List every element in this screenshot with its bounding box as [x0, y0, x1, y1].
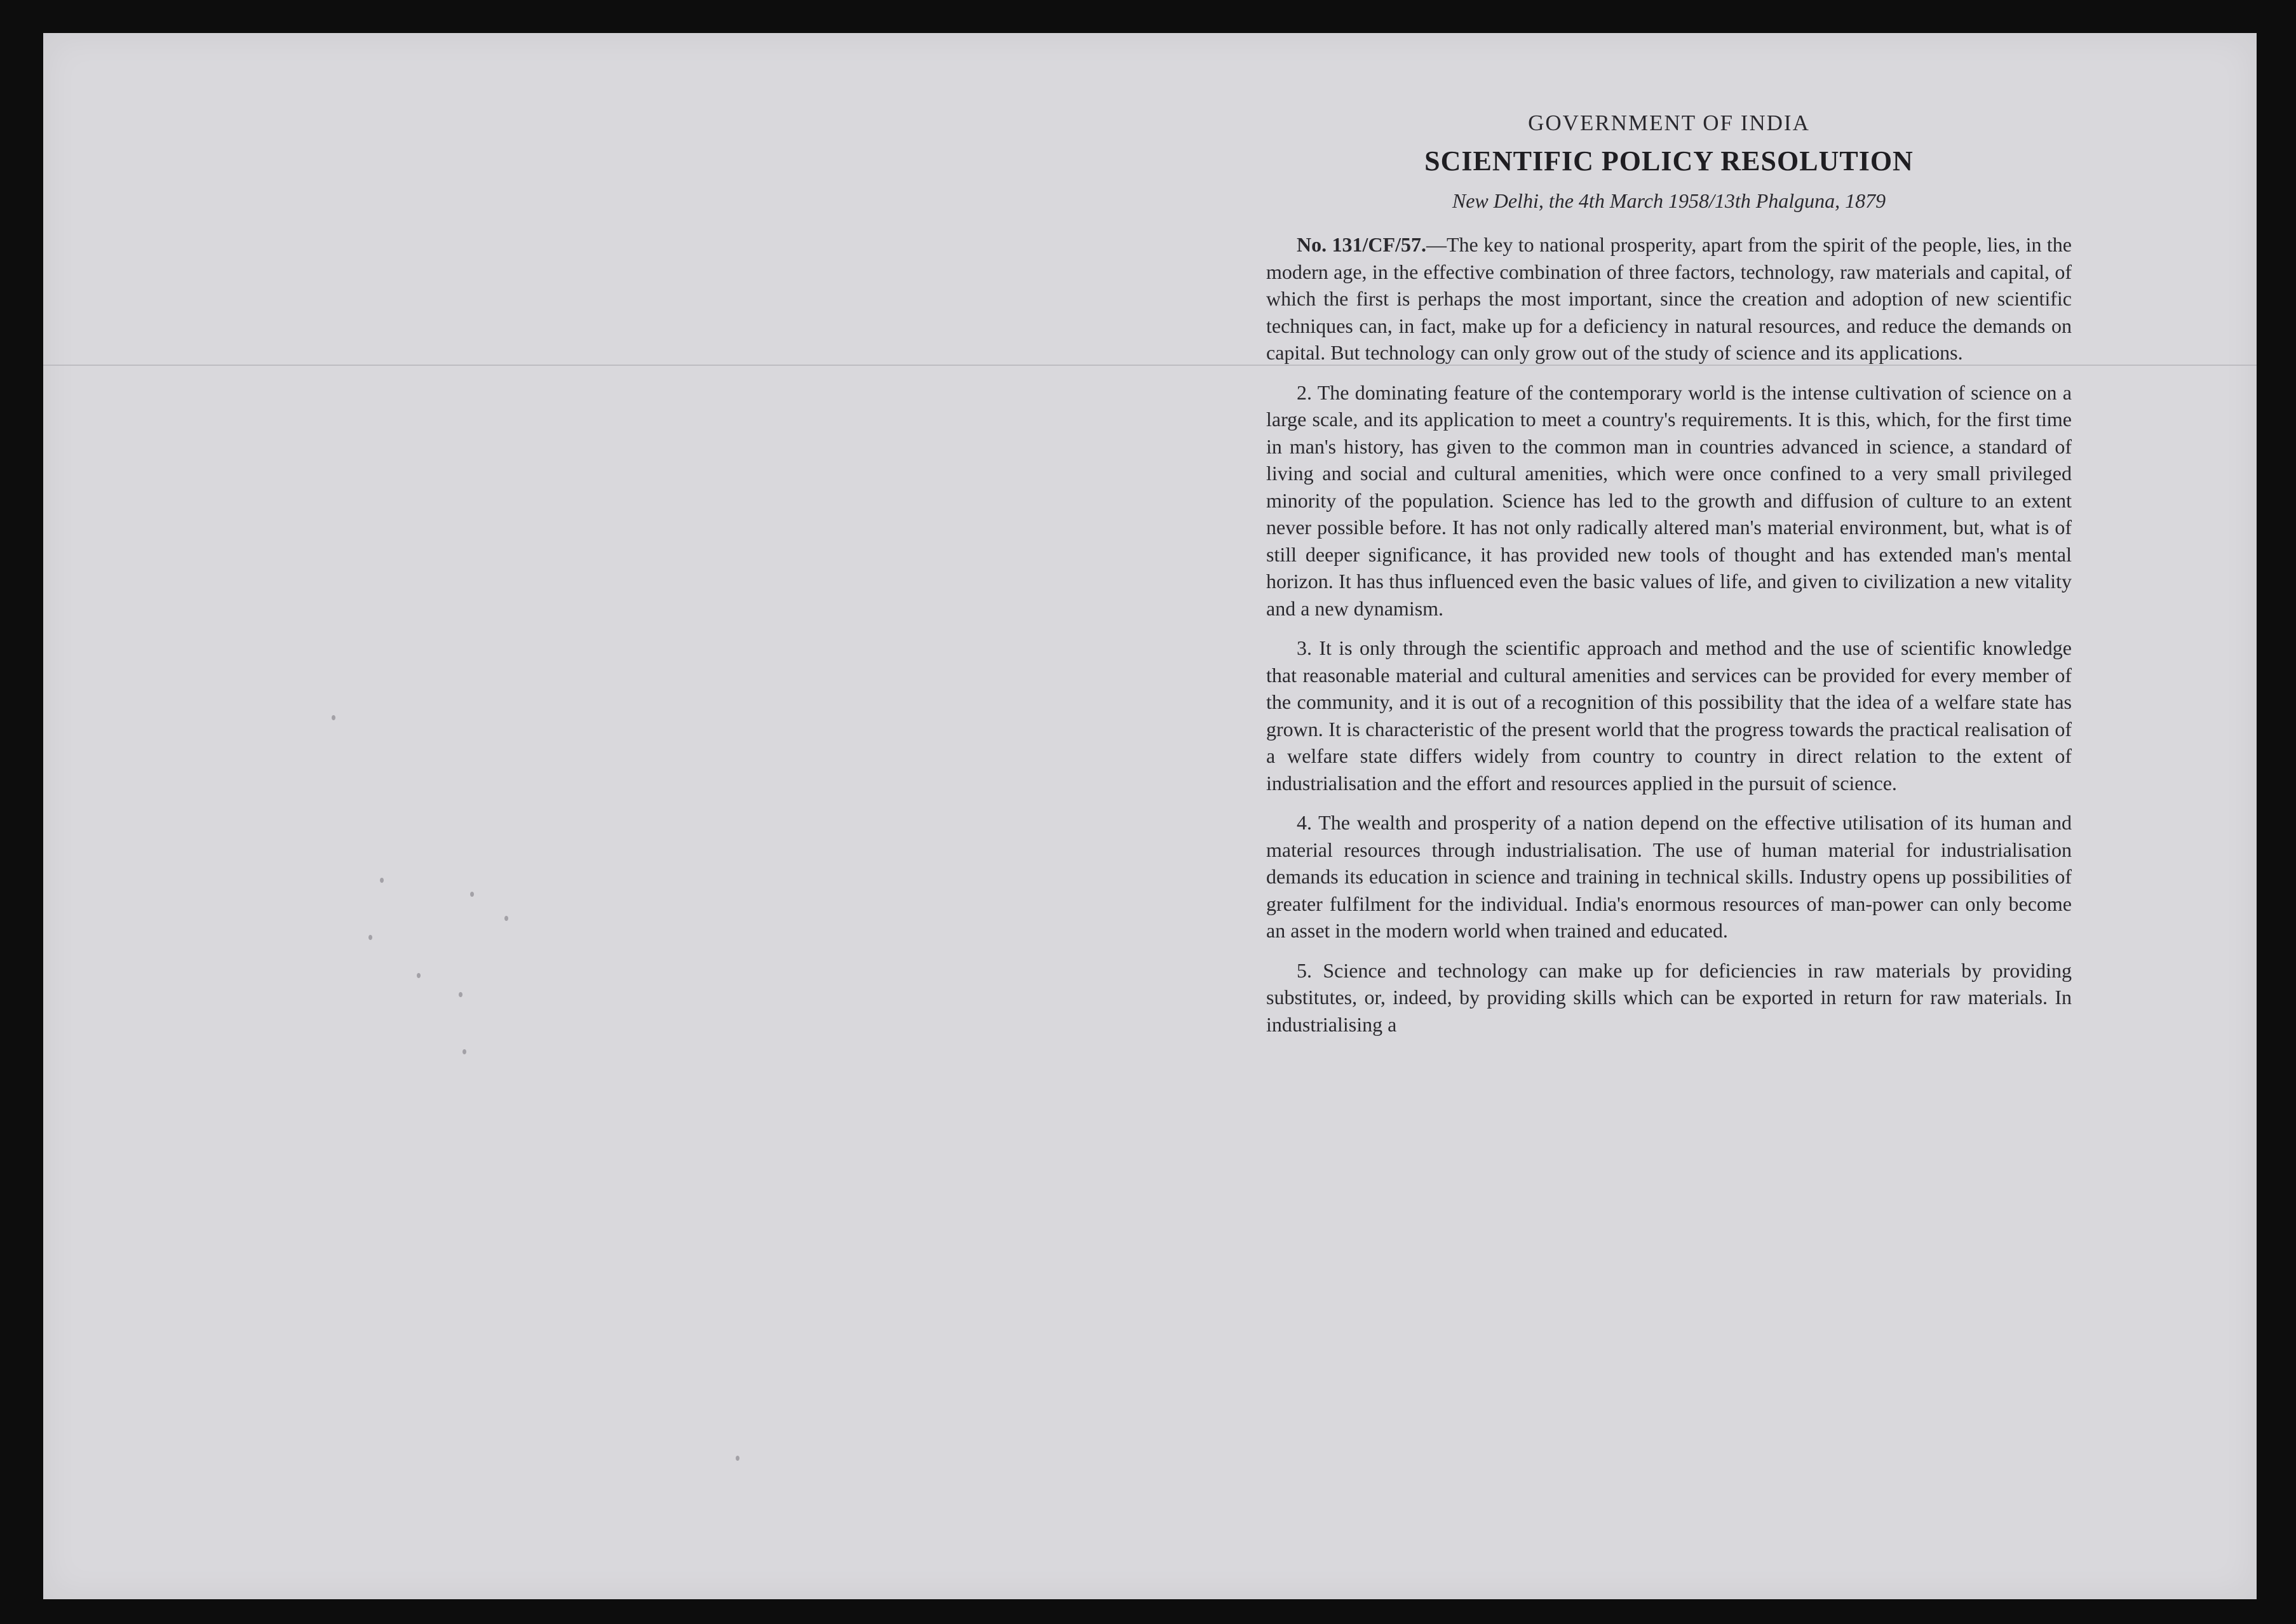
resolution-text [1266, 108, 2072, 1038]
paper-speck [332, 715, 335, 720]
paper-sheet [43, 33, 2257, 1599]
paragraph-5: 5. Science and technology can make up for deficiencies in raw materials by providing substitutes, or, indeed, by providing skills which can be exported in return for raw materials. In industrialising a [1266, 958, 2072, 1036]
paper-speck [368, 935, 372, 940]
paper-speck [463, 1049, 466, 1054]
paragraph-4: 4. The wealth and prosperity of a nation depend on the effective utilisation of its human and material resources through industrialisation. The use of human material for industrialisation demands its education in science and training in technical skills. Industry opens up possibilities of greater fulfilment for the individual. India's enormous resources of man-power can only become an asset in the modern world when trained and educated. [1266, 811, 2072, 942]
reference-number: No. 131/CF/57. [1297, 233, 1426, 256]
paper-speck [736, 1456, 739, 1461]
paragraph-2: 2. The dominating feature of the contemporary world is the intense cultivation of science on a large scale, and its application to meet a country's requirements. It is this, which, for the first time in man's history, has given to the common man in countries advanced in science, a standard of living and social and cultural amenities, which were once confined to a very small privileged minority of the population. Science has led to the growth and diffusion of culture to an extent never possible before. It has not only radically altered man's material environment, but, what is of still deeper significance, it has provided new tools of thought and has extended man's mental horizon. It has thus influenced even the basic values of life, and given to civilization a new vitality and a new dynamism. [1266, 380, 2072, 620]
paper-speck [470, 892, 474, 897]
paper-speck [504, 916, 508, 921]
document-title: SCIENTIFIC POLICY RESOLUTION [1424, 145, 1914, 177]
paper-speck [380, 878, 384, 883]
document-header: GOVERNMENT OF INDIA [1528, 111, 1810, 135]
paragraph-1-text: —The key to national prosperity, apart from the spirit of the people, lies, in the modern age, in the effective combination of three factors, technology, raw materials and capital, of which the first is perhaps the most important, since the creation and adoption of new scientific techniques can, in fact, make up for a deficiency in natural resources, and reduce the demands on capital. But technology can only grow out of the study of science and its applications. [1266, 233, 2072, 364]
paper-speck [417, 973, 421, 978]
paper-speck [459, 992, 463, 997]
paragraph-1 [1266, 231, 2072, 366]
paragraph-3: 3. It is only through the scientific approach and method and the use of scientific knowledge that reasonable material and cultural amenities and services can be provided for every member of the community, and it is out of a recognition of this possibility that the idea of a welfare state has grown. It is characteristic of the present world that the progress towards the practical realisation of a welfare state differs widely from country to country in direct relation to the extent of industrialisation and the effort and resources applied in the pursuit of science. [1266, 636, 2072, 795]
document-dateline: New Delhi, the 4th March 1958/13th Phalguna, 1879 [1452, 189, 1886, 212]
